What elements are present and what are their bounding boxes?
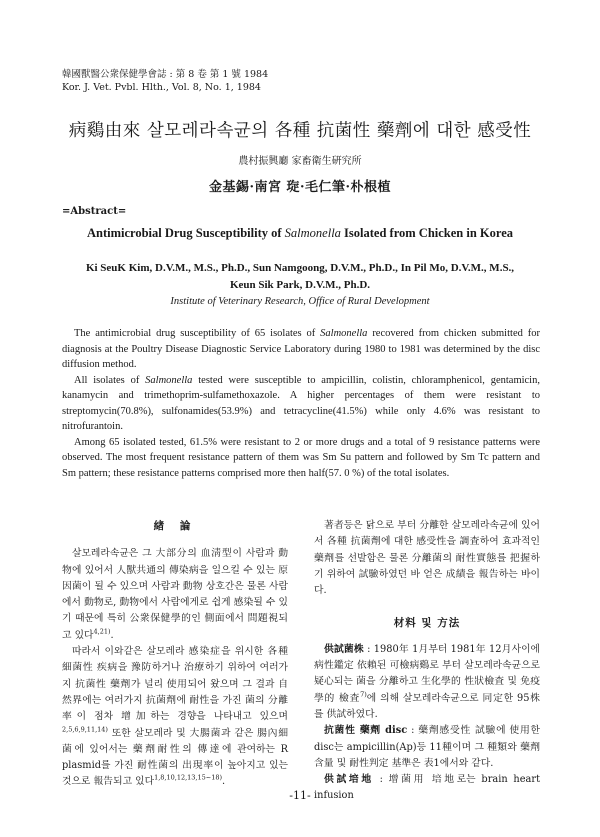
methods-media-label: 供試培地 — [324, 774, 374, 786]
abstract-paragraph-3: Among 65 isolated tested, 61.5% were resistant to 2 or more drugs and a total of 9 resistance patterns were observed. The most frequent resistance pattern of them was Sm Su pattern and followed by Sm Tc pattern and Sm pattern; these resistance patterns comprised more then half(57. 0 %) of the total isolates. — [62, 436, 540, 479]
methods-heading: 材料 및 方法 — [393, 617, 461, 630]
methods-strains-end: 에 의해 살모레라속균으로 同定한 95株를 供試하였다. — [314, 692, 540, 720]
abstract-p2-pre: All isolates of — [74, 374, 146, 386]
methods-strains-text: : 1980年 1月부터 1981年 12月사이에 病性鑑定 依賴된 可檢病鷄로 부터 살모레라속균으로 疑心되는 菌을 分離하고 生化學的 性狀檢査 및 免疫學的 檢査 — [314, 643, 541, 704]
title-en-pre: Antimicrobial Drug Susceptibility of — [86, 226, 285, 240]
intro-p2-mid: 또한 살모레라 및 大腸菌과 같은 腸內細菌에 있어서는 藥劑耐性의 傳達에 관여하는 R plasmid를 가진 耐性菌의 出現率이 높아지고 있는 것으로 報告되고 있다 — [62, 727, 288, 788]
intro-p1-text: 살모레라속균은 그 大部分의 血淸型이 사람과 動物에 있어서 人獸共通의 傳染病을 일으킬 수 있는 原因菌이 될 수 있으며 사람과 動物 상호간은 물론 사람에서 動物로, 動物에서 사람에게로 쉽게 感染될 수 있기 때문에 특히 公衆保健學的인 側面에서 問題視되고 있다 — [62, 548, 288, 641]
intro-paragraph-1 — [62, 546, 288, 644]
abstract-p1-pre: The antimicrobial drug susceptibility of 65 isolates of — [74, 328, 321, 339]
methods-media-text: : 增菌用 培地로는 brain heart infusion — [314, 774, 541, 802]
methods-strains — [314, 642, 540, 723]
abstract-p1-genus: Salmonella — [320, 328, 368, 339]
authors-en — [0, 260, 600, 294]
journal-citation-en: Kor. J. Vet. Pvbl. Hlth., Vol. 8, No. 1, 1984 — [62, 82, 261, 93]
intro-p1-ref: 4,21) — [93, 627, 111, 636]
abstract-p1-post: recovered from chicken submitted for diagnosis at the Poultry Disease Diagnostic Service Laboratory during 1980 to 1981 was determined by the disc diffusion method. — [62, 328, 540, 370]
methods-strains-ref: 7) — [360, 690, 367, 699]
introduction-heading: 緖 論 — [153, 520, 197, 532]
intro-paragraph-2 — [62, 644, 288, 791]
abstract-p2-genus: Salmonella — [145, 374, 193, 386]
paper-title-en — [0, 226, 600, 241]
methods-strains-label: 供試菌株 — [324, 643, 364, 655]
intro-p2-end: . — [222, 776, 226, 788]
institution-ko: 農村振興廳 家畜衛生硏究所 — [238, 156, 362, 167]
methods-discs-text: : 藥劑感受性 試驗에 使用한 disc는 ampicillin(Ap)등 11種이며 그 種類와 藥劑含量 및 耐性判定 基準은 表1에서와 같다. — [314, 725, 541, 769]
intro-p2-ref1: 2,5,6,9,11,14) — [62, 725, 108, 734]
title-en-post: Isolated from Chicken in Korea — [340, 226, 514, 240]
intro-p2-ref2: 1,8,10,12,13,15~18) — [154, 774, 223, 783]
journal-citation — [62, 68, 268, 94]
authors-ko: 金基錫·南宮 琁·毛仁筆·朴根植 — [208, 180, 392, 195]
page-number: -11- — [289, 789, 311, 802]
intro-p2-text: 따라서 이와같은 살모레라 感染症을 위시한 各種 細菌性 疾病을 豫防하거나 治療하기 위하여 여러가지 抗菌性 藥劑가 널리 使用되어 왔으며 그 결과 自然界에는 여러가지 抗菌劑에 耐性을 가진 菌의 分離率이 점차 增加하는 경향을 나타내고 있으며 — [62, 646, 288, 723]
left-column — [62, 518, 288, 791]
title-en-genus: Salmonella — [284, 226, 341, 240]
methods-discs — [314, 723, 540, 772]
institution-en: Institute of Veterinary Research, Office of Rural Development — [170, 296, 430, 307]
journal-citation-ko: 韓國獸醫公衆保健學會誌 : 第 8 卷 第 1 號 1984 — [62, 69, 269, 80]
intro-paragraph-3: 著者등은 닭으로 부터 分離한 살모레라속균에 있어서 各種 抗菌劑에 대한 感受性을 調査하여 효과적인 藥劑를 선발함은 물론 分離菌의 耐性實態를 把握하기 위하여 試驗하였던 바 얻은 成績을 報告하는 바이다. — [314, 520, 540, 597]
abstract-paragraph-1 — [62, 326, 540, 373]
authors-en-line2: Keun Sik Park, D.V.M., Ph.D. — [229, 279, 371, 291]
right-column — [314, 518, 540, 805]
methods-discs-label: 抗菌性 藥劑 disc — [324, 725, 408, 737]
authors-en-line1: Ki SeuK Kim, D.V.M., M.S., Ph.D., Sun Namgoong, D.V.M., Ph.D., In Pil Mo, D.V.M., M.S., — [85, 262, 515, 274]
intro-p1-end: . — [110, 629, 114, 641]
paper-title-ko: 病鷄由來 살모레라속균의 各種 抗菌性 藥劑에 대한 感受性 — [68, 121, 532, 141]
abstract-p2-post: tested were susceptible to ampicillin, colistin, chloramphenicol, gentamicin, kanamycin and trimethoprim-sulfamethoxazole. A higher percentages of them were resistant to streptomycin(70.8%), sulfonamides(53.9%) and tetracycline(41.5%) while only 4.6% was resistant to nitrofurantoin. — [62, 374, 540, 432]
abstract-label: =Abstract= — [62, 206, 127, 217]
abstract-body — [62, 326, 540, 481]
abstract-paragraph-2 — [62, 373, 540, 435]
